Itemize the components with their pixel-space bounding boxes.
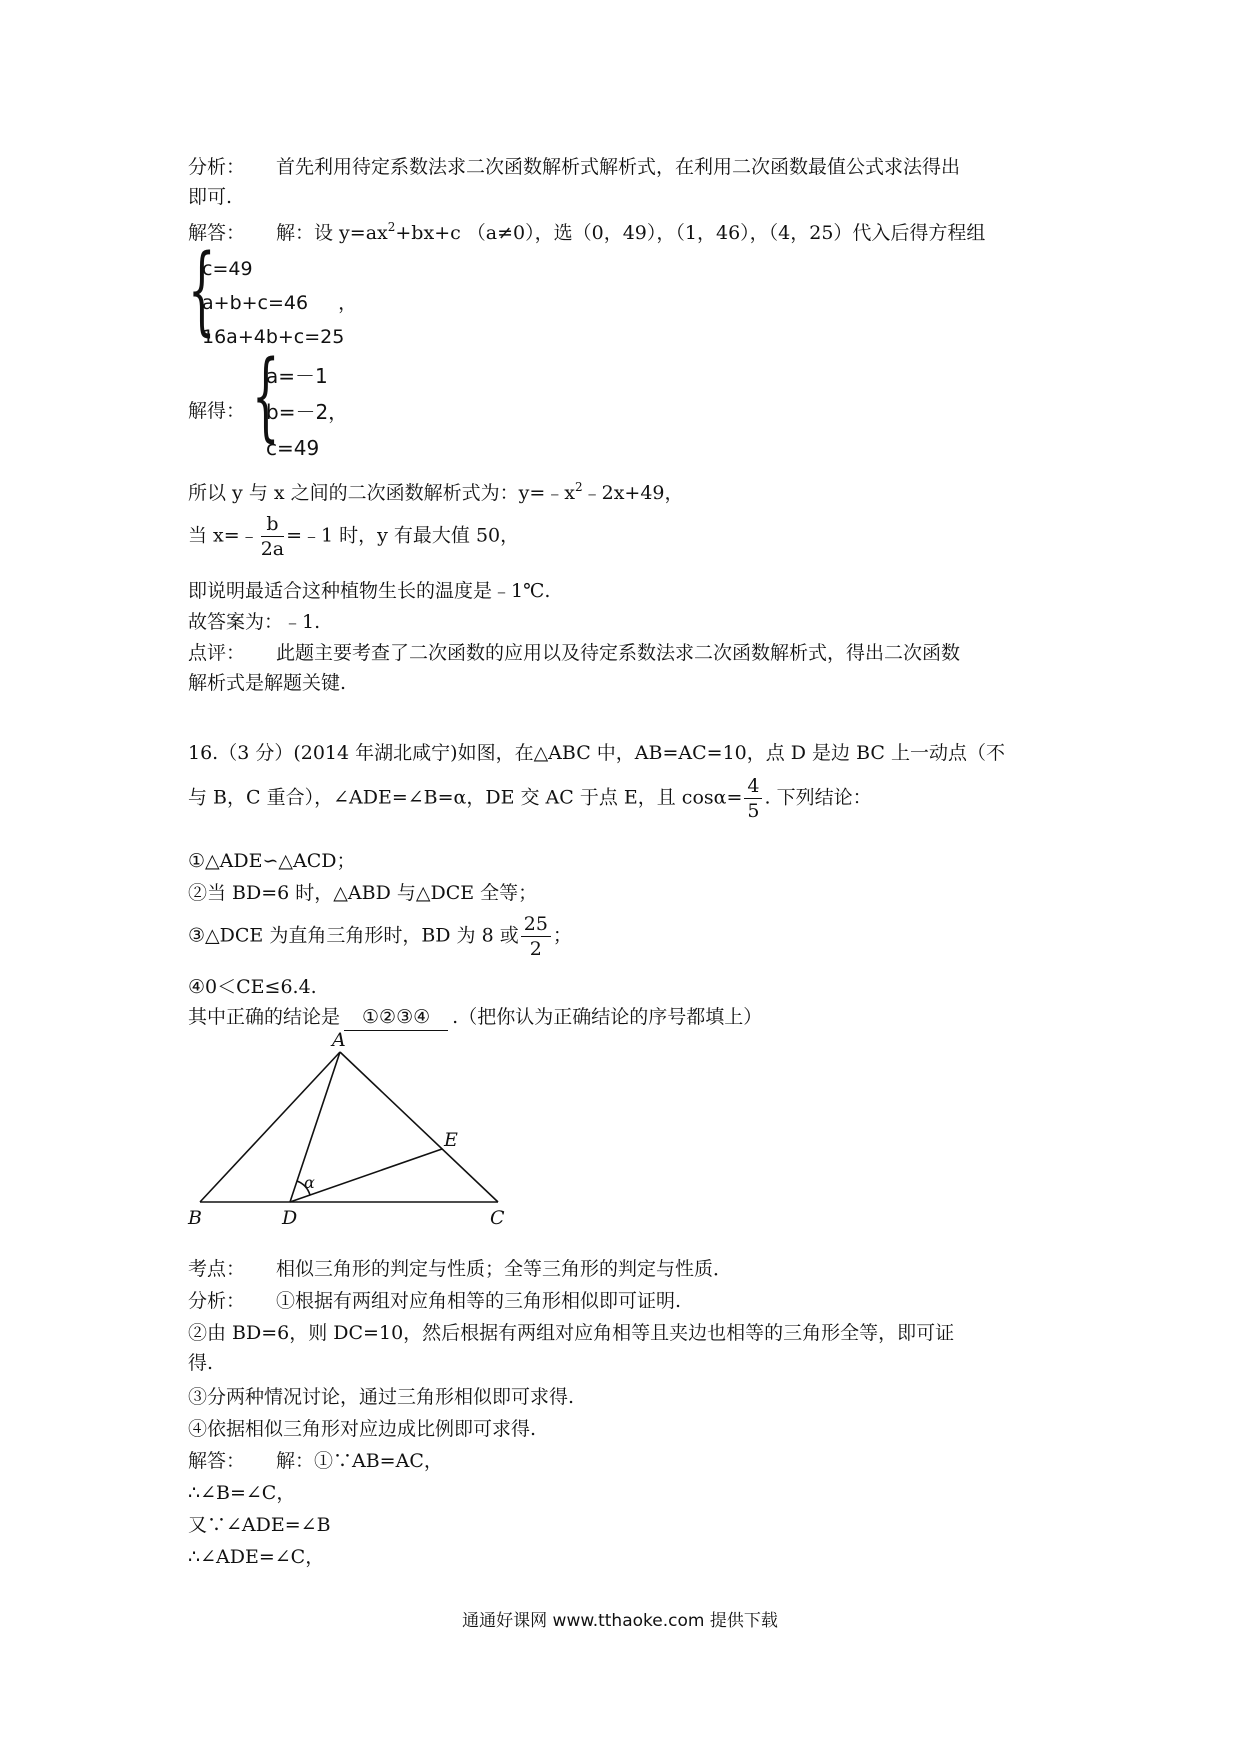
system1-eq2 <box>202 286 357 320</box>
comment-label: 点评： <box>188 642 246 664</box>
conclusion-2: ②当 BD=6 时，△ABD 与△DCE 全等； <box>188 882 538 904</box>
q16-stem-pre: 与 B，C 重合），∠ADE=∠B=α，DE 交 AC 于点 E，且 cosα= <box>188 786 743 809</box>
solution-answer-label: 解答： <box>188 1450 246 1472</box>
analysis-line-1 <box>188 154 960 180</box>
label-c: C <box>490 1207 505 1229</box>
segment-ac <box>340 1052 498 1202</box>
cos-num: 4 <box>744 774 762 799</box>
comment-line-2: 解析式是解题关键. <box>188 672 347 694</box>
answer-label: 解答： <box>188 222 246 244</box>
function-text-b: ﹣2x+49， <box>582 482 684 504</box>
analysis-item-2-line-1: ②由 BD=6，则 DC=10，然后根据有两组对应角相等且夹边也相等的三角形全等，即可证 <box>188 1322 955 1344</box>
system1-tail: ， <box>338 292 358 314</box>
comment-line-1 <box>188 640 960 666</box>
solution-analysis-line <box>188 1288 681 1314</box>
answer-sup: 2 <box>387 220 396 234</box>
max-post: =﹣1 时，y 有最大值 50， <box>286 524 520 547</box>
frac-den: 2a <box>260 538 285 560</box>
function-sup: 2 <box>574 480 583 494</box>
conclusion-3-post: ； <box>552 924 572 947</box>
analysis-item-4: ④依据相似三角形对应边成比例即可求得. <box>188 1418 537 1440</box>
solution-step-3: 又∵∠ADE=∠B <box>188 1514 331 1536</box>
fraction-b-2a <box>261 512 284 561</box>
left-brace: { <box>188 234 216 346</box>
c3-fraction <box>521 912 551 961</box>
answer-text-a: 解：设 y=ax <box>276 222 388 244</box>
segment-ad <box>290 1052 340 1202</box>
temperature-line: 即说明最适合这种植物生长的温度是﹣1℃. <box>188 580 551 602</box>
label-b: B <box>188 1207 202 1229</box>
system1-eq2-text: a+b+c=46 <box>202 292 309 314</box>
analysis-item-1: ①根据有两组对应角相等的三角形相似即可证明. <box>276 1290 682 1312</box>
solution-step-4: ∴∠ADE=∠C， <box>188 1546 325 1568</box>
answer-fill-pre: 其中正确的结论是 <box>188 1006 341 1028</box>
c3-num: 25 <box>521 912 551 937</box>
frac-num: b <box>261 512 284 537</box>
q16-stem-line-2 <box>188 774 872 823</box>
q16-stem-post: . 下列结论： <box>764 786 872 809</box>
answer-fill-blank: ①②③④ <box>344 1004 448 1031</box>
answer-is-line: 故答案为：﹣1. <box>188 611 321 633</box>
point-line <box>188 1256 732 1282</box>
analysis-label: 分析： <box>188 156 246 178</box>
label-e: E <box>444 1129 458 1151</box>
conclusion-3 <box>188 912 572 961</box>
q16-stem-line-1: 16.（3 分）(2014 年湖北咸宁)如图，在△ABC 中，AB=AC=10，点 D 是边 BC 上一动点（不 <box>188 742 1005 764</box>
point-label: 考点： <box>188 1258 246 1280</box>
system2-eq3: c=49 <box>266 436 320 460</box>
segment-ab <box>200 1052 340 1202</box>
function-text-a: 所以 y 与 x 之间的二次函数解析式为：y=﹣x <box>188 482 575 504</box>
max-line <box>188 512 519 561</box>
label-alpha: α <box>304 1173 315 1192</box>
answer-text-b: +bx+c （a≠0），选（0，49），（1，46），（4，25）代入后得方程组 <box>395 222 986 244</box>
analysis-item-2-line-2: 得. <box>188 1352 214 1374</box>
conclusion-4: ④0＜CE≤6.4. <box>188 976 317 998</box>
answer-fill-line <box>188 1004 762 1031</box>
answer-fill-post: .（把你认为正确结论的序号都填上） <box>452 1006 763 1028</box>
solved-label: 解得： <box>188 400 246 422</box>
label-a: A <box>332 1030 346 1051</box>
analysis-item-3: ③分两种情况讨论，通过三角形相似即可求得. <box>188 1386 575 1408</box>
function-line <box>188 480 684 506</box>
solution-step-1: 解：①∵AB=AC， <box>276 1450 443 1472</box>
system1-eq1: c=49 <box>202 258 253 280</box>
solution-analysis-label: 分析： <box>188 1290 246 1312</box>
label-d: D <box>282 1207 298 1229</box>
solution-step-2: ∴∠B=∠C， <box>188 1482 296 1504</box>
cos-fraction <box>744 774 762 823</box>
point-text: 相似三角形的判定与性质；全等三角形的判定与性质． <box>276 1258 733 1280</box>
solution-answer-line <box>188 1448 443 1474</box>
page-footer: 通通好课网 www.tthaoke.com 提供下载 <box>462 1611 778 1631</box>
conclusion-3-pre: ③△DCE 为直角三角形时，BD 为 8 或 <box>188 924 519 947</box>
c3-den: 2 <box>529 938 542 960</box>
left-brace-2: { <box>252 340 280 452</box>
cos-den: 5 <box>747 800 760 822</box>
analysis-text-2: 即可. <box>188 186 233 208</box>
max-pre: 当 x=﹣ <box>188 524 259 547</box>
system2-eq1: a=－1 <box>266 364 328 388</box>
conclusion-1: ①△ADE∽△ACD； <box>188 850 356 872</box>
system1-eq3: 16a+4b+c=25 <box>202 326 345 348</box>
system2-eq2: b=－2， <box>266 400 349 424</box>
answer-line <box>188 220 985 246</box>
analysis-text-1: 首先利用待定系数法求二次函数解析式解析式，在利用二次函数最值公式求法得出 <box>276 156 961 178</box>
comment-text-1: 此题主要考查了二次函数的应用以及待定系数法求二次函数解析式，得出二次函数 <box>276 642 961 664</box>
triangle-figure <box>180 1030 520 1230</box>
